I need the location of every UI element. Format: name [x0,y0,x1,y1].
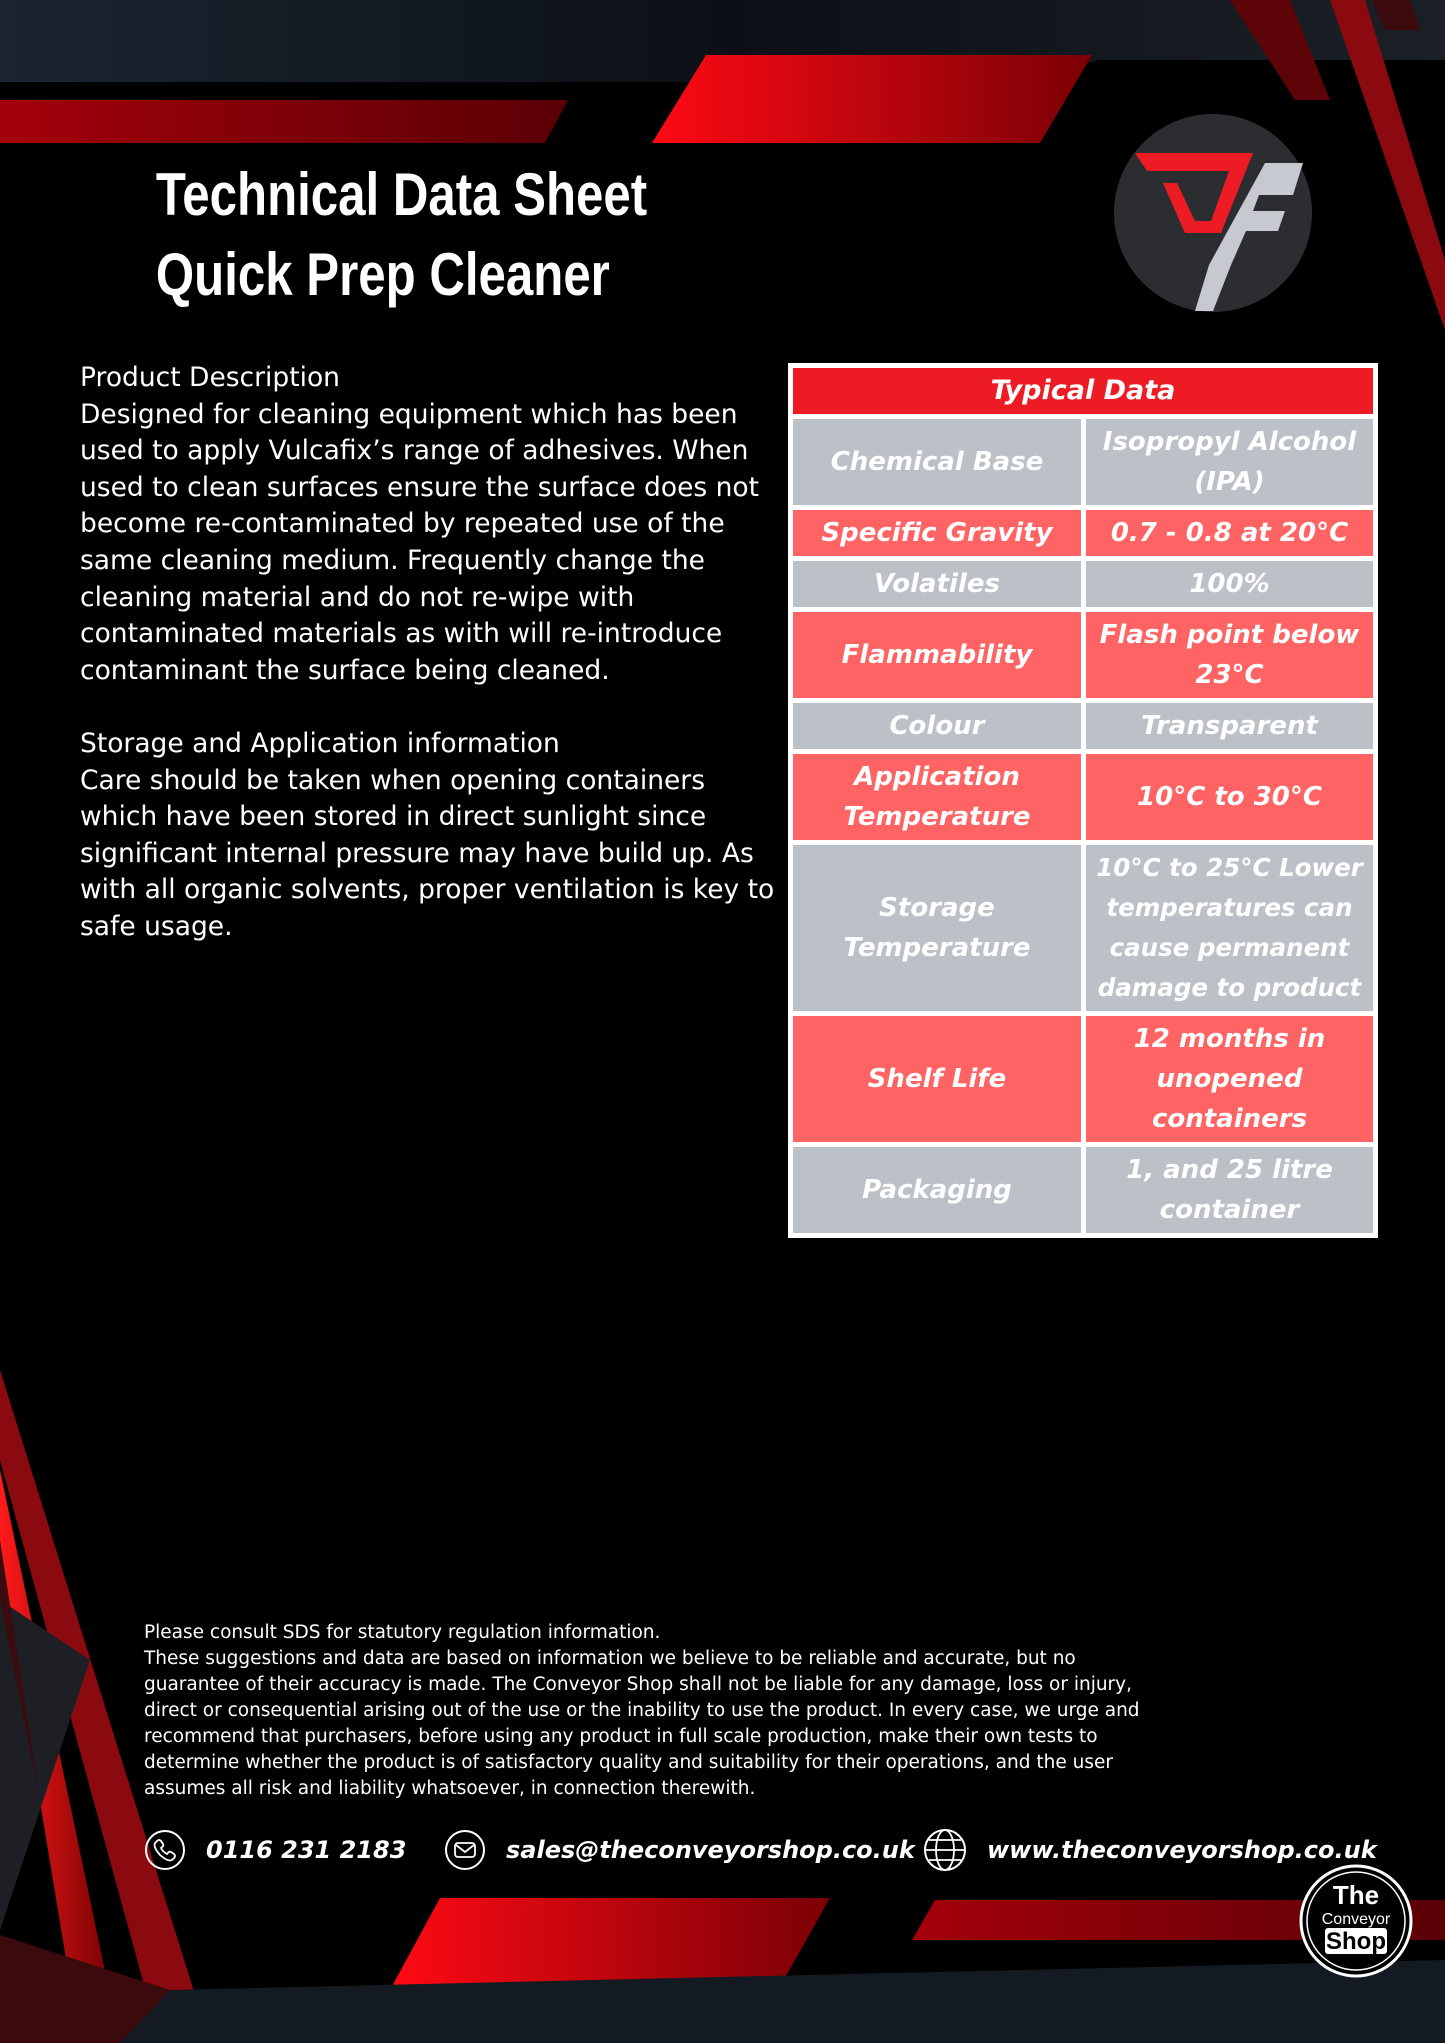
row-value: 10°C to 25°C Lower temperatures can cause permanent damage to product [1086,845,1373,1011]
email-address: sales@theconveyorshop.co.uk [506,1836,915,1864]
row-label: Application Temperature [793,754,1081,840]
row-value: 100% [1086,561,1373,607]
table-row [793,561,1373,607]
disclaimer-line-1: Please consult SDS for statutory regulation information. [144,1622,661,1643]
phone-number: 0116 231 2183 [206,1836,407,1864]
description-body: Designed for cleaning equipment which has been used to apply Vulcafix’s range of adhesives. When used to clean surfaces ensure the surface does not become re-contaminated by repeated use of the same cleaning medium. Frequently change the cleaning material and do not re-wipe with contaminated materials as with will re-introduce contaminant the surface being cleaned. [80,398,760,686]
disclaimer-body: These suggestions and data are based on information we believe to be reliable and accurate, but no guarantee of their accuracy is made. The Conveyor Shop shall not be liable for any damage, loss or injury, direct or consequential arising out of the use or the inability to use the product. In every case, we urge and recommend that purchasers, before using any product in full scale production, make their own tests to determine whether the product is of satisfactory quality and suitability for their operations, and the user assumes all risk and liability whatsoever, in connection therewith. [144,1648,1140,1799]
table-row [793,612,1373,698]
logo-text-shop: Shop [1326,1928,1386,1955]
typical-data-header: Typical Data [793,368,1373,414]
title-line-2: Quick Prep Cleaner [155,241,610,308]
row-label: Storage Temperature [793,845,1081,1011]
row-value: 10°C to 30°C [1086,754,1373,840]
row-value: 1, and 25 litre container [1086,1147,1373,1233]
row-value: Transparent [1086,703,1373,749]
logo-text-the: The [1332,1880,1380,1910]
storage-body: Care should be taken when opening containers which have been stored in direct sunlight since significant internal pressure may have build up. As with all organic solvents, proper ventilation is key to safe usage. [80,764,775,942]
contact-phone[interactable] [144,1828,406,1872]
row-label: Volatiles [793,561,1081,607]
row-value: Isopropyl Alcohol (IPA) [1086,419,1373,505]
email-icon [444,1829,486,1871]
storage-heading: Storage and Application information [80,727,560,759]
row-value: Flash point below 23°C [1086,612,1373,698]
vf-logo-icon [1113,113,1313,313]
table-row [793,419,1373,505]
row-label: Specific Gravity [793,510,1081,556]
row-label: Packaging [793,1147,1081,1233]
row-value: 12 months in unopened containers [1086,1016,1373,1142]
contact-email[interactable] [444,1828,915,1872]
logo-text-conveyor: Conveyor [1321,1911,1391,1928]
row-label: Chemical Base [793,419,1081,505]
typical-data-table [788,363,1378,1238]
table-row [793,754,1373,840]
globe-icon [923,1828,967,1872]
conveyor-shop-logo-icon [1299,1864,1413,1978]
phone-icon [144,1829,186,1871]
description-heading: Product Description [80,362,340,393]
table-row [793,845,1373,1011]
table-row [793,1147,1373,1233]
row-label: Flammability [793,612,1081,698]
table-row [793,703,1373,749]
disclaimer [144,1620,1174,1802]
product-description [80,360,775,946]
table-row [793,510,1373,556]
website-url: www.theconveyorshop.co.uk [987,1836,1377,1864]
page-title [155,155,648,315]
table-row [793,1016,1373,1142]
title-line-1: Technical Data Sheet [155,161,648,228]
row-value: 0.7 - 0.8 at 20°C [1086,510,1373,556]
row-label: Shelf Life [793,1016,1081,1142]
row-label: Colour [793,703,1081,749]
